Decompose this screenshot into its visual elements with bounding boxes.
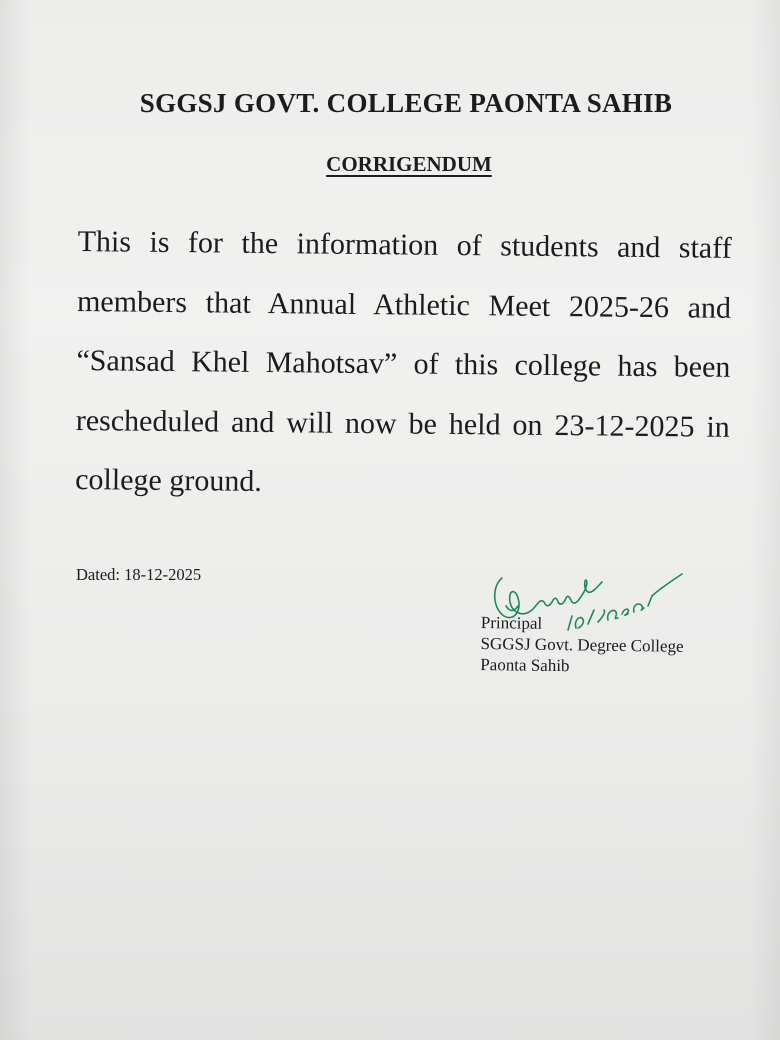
- institution-heading: SGGSJ GOVT. COLLEGE PAONTA SAHIB: [139, 88, 673, 118]
- document-title: CORRIGENDUM: [326, 152, 492, 176]
- signature-block: [480, 612, 684, 678]
- signatory-college: SGGSJ Govt. Degree College: [480, 633, 684, 656]
- notice-body: This is for the information of students and staff members that Annual Athletic Meet 2025-26 and “Sansad Khel Mahotsav” of this college has been rescheduled and will now be held on 23-12-2025 in college ground.: [75, 224, 732, 498]
- dated-line: Dated: 18-12-2025: [76, 565, 202, 584]
- signatory-place: Paonta Sahib: [480, 654, 570, 676]
- signatory-designation: Principal: [480, 612, 543, 633]
